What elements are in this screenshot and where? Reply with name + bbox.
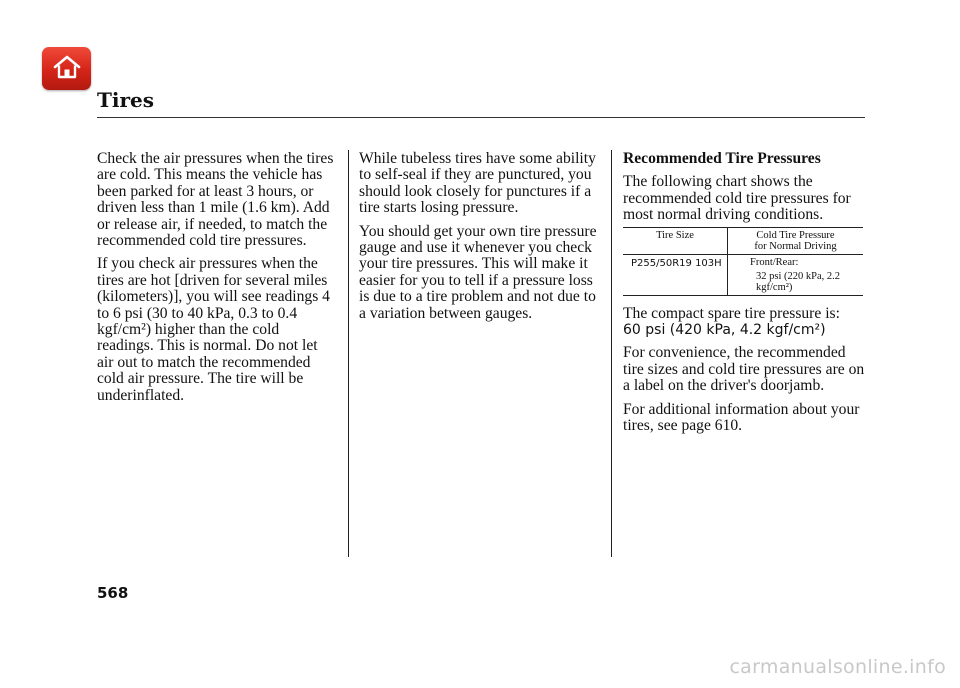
recommended-pressures-heading: Recommended Tire Pressures [623,150,821,167]
table-row [623,255,863,295]
section-title: Tires [97,88,155,112]
home-button[interactable] [42,47,91,90]
front-rear-label: Front/Rear: [750,256,799,268]
watermark: carmanualsonline.info [729,656,946,678]
table-header-pressure: Cold Tire Pressure for Normal Driving [727,228,863,254]
table-header-row [623,228,863,255]
page-number: 568 [97,584,129,602]
pressure-value [727,255,863,295]
tubeless-paragraph: While tubeless tires have some ability to self-seal if they are punctured, you should look closely for punctures if a tire starts losing pressure. [359,150,596,217]
doorjamb-paragraph: For convenience, the recommended tire sizes and cold tire pressures are on a label on the driver's doorjamb. [623,344,865,395]
column-3 [623,151,868,441]
tire-size-value: P255/50R19 103H [631,257,722,269]
gauge-paragraph: You should get your own tire pressure gauge and use it whenever you check your tire pressures. This will make it easier for you to tell if a pressure loss is due to a tire problem and not due to a variation between gauges. [359,222,597,322]
table-header-tire-size: Tire Size [656,229,694,241]
spare-pressure-value: 60 psi (420 kPa, 4.2 kgf/cm²) [623,322,826,339]
spare-label: The compact spare tire pressure is: [623,304,840,322]
column-divider-1 [348,150,349,557]
front-rear-pressure: 32 psi (220 kPa, 2.2 kgf/cm²) [756,270,840,293]
column-2 [359,151,599,329]
cold-check-paragraph: Check the air pressures when the tires are cold. This means the vehicle has been parked for at least 3 hours, or driven less than 1 mile (1.6 km). Add or release air, if needed, to match the recommended cold tire pressures. [97,150,334,250]
chart-intro: The following chart shows the recommended cold tire pressures for most normal driving conditions. [623,173,851,224]
column-divider-2 [611,150,612,557]
column-1 [97,151,337,411]
home-icon [52,54,82,84]
tire-pressure-table [623,227,863,296]
hot-check-paragraph: If you check air pressures when the tires are hot [driven for several miles (kilometers)], you will see readings 4 to 6 psi (30 to 40 kPa, 0.3 to 0.4 kgf/cm²) higher than the cold readings. This is normal. Do not let air out to match the recommended cold air pressure. The tire will be underinflated. [97,255,330,404]
more-info-paragraph: For additional information about your tires, see page 610. [623,400,860,435]
title-rule [97,117,865,118]
